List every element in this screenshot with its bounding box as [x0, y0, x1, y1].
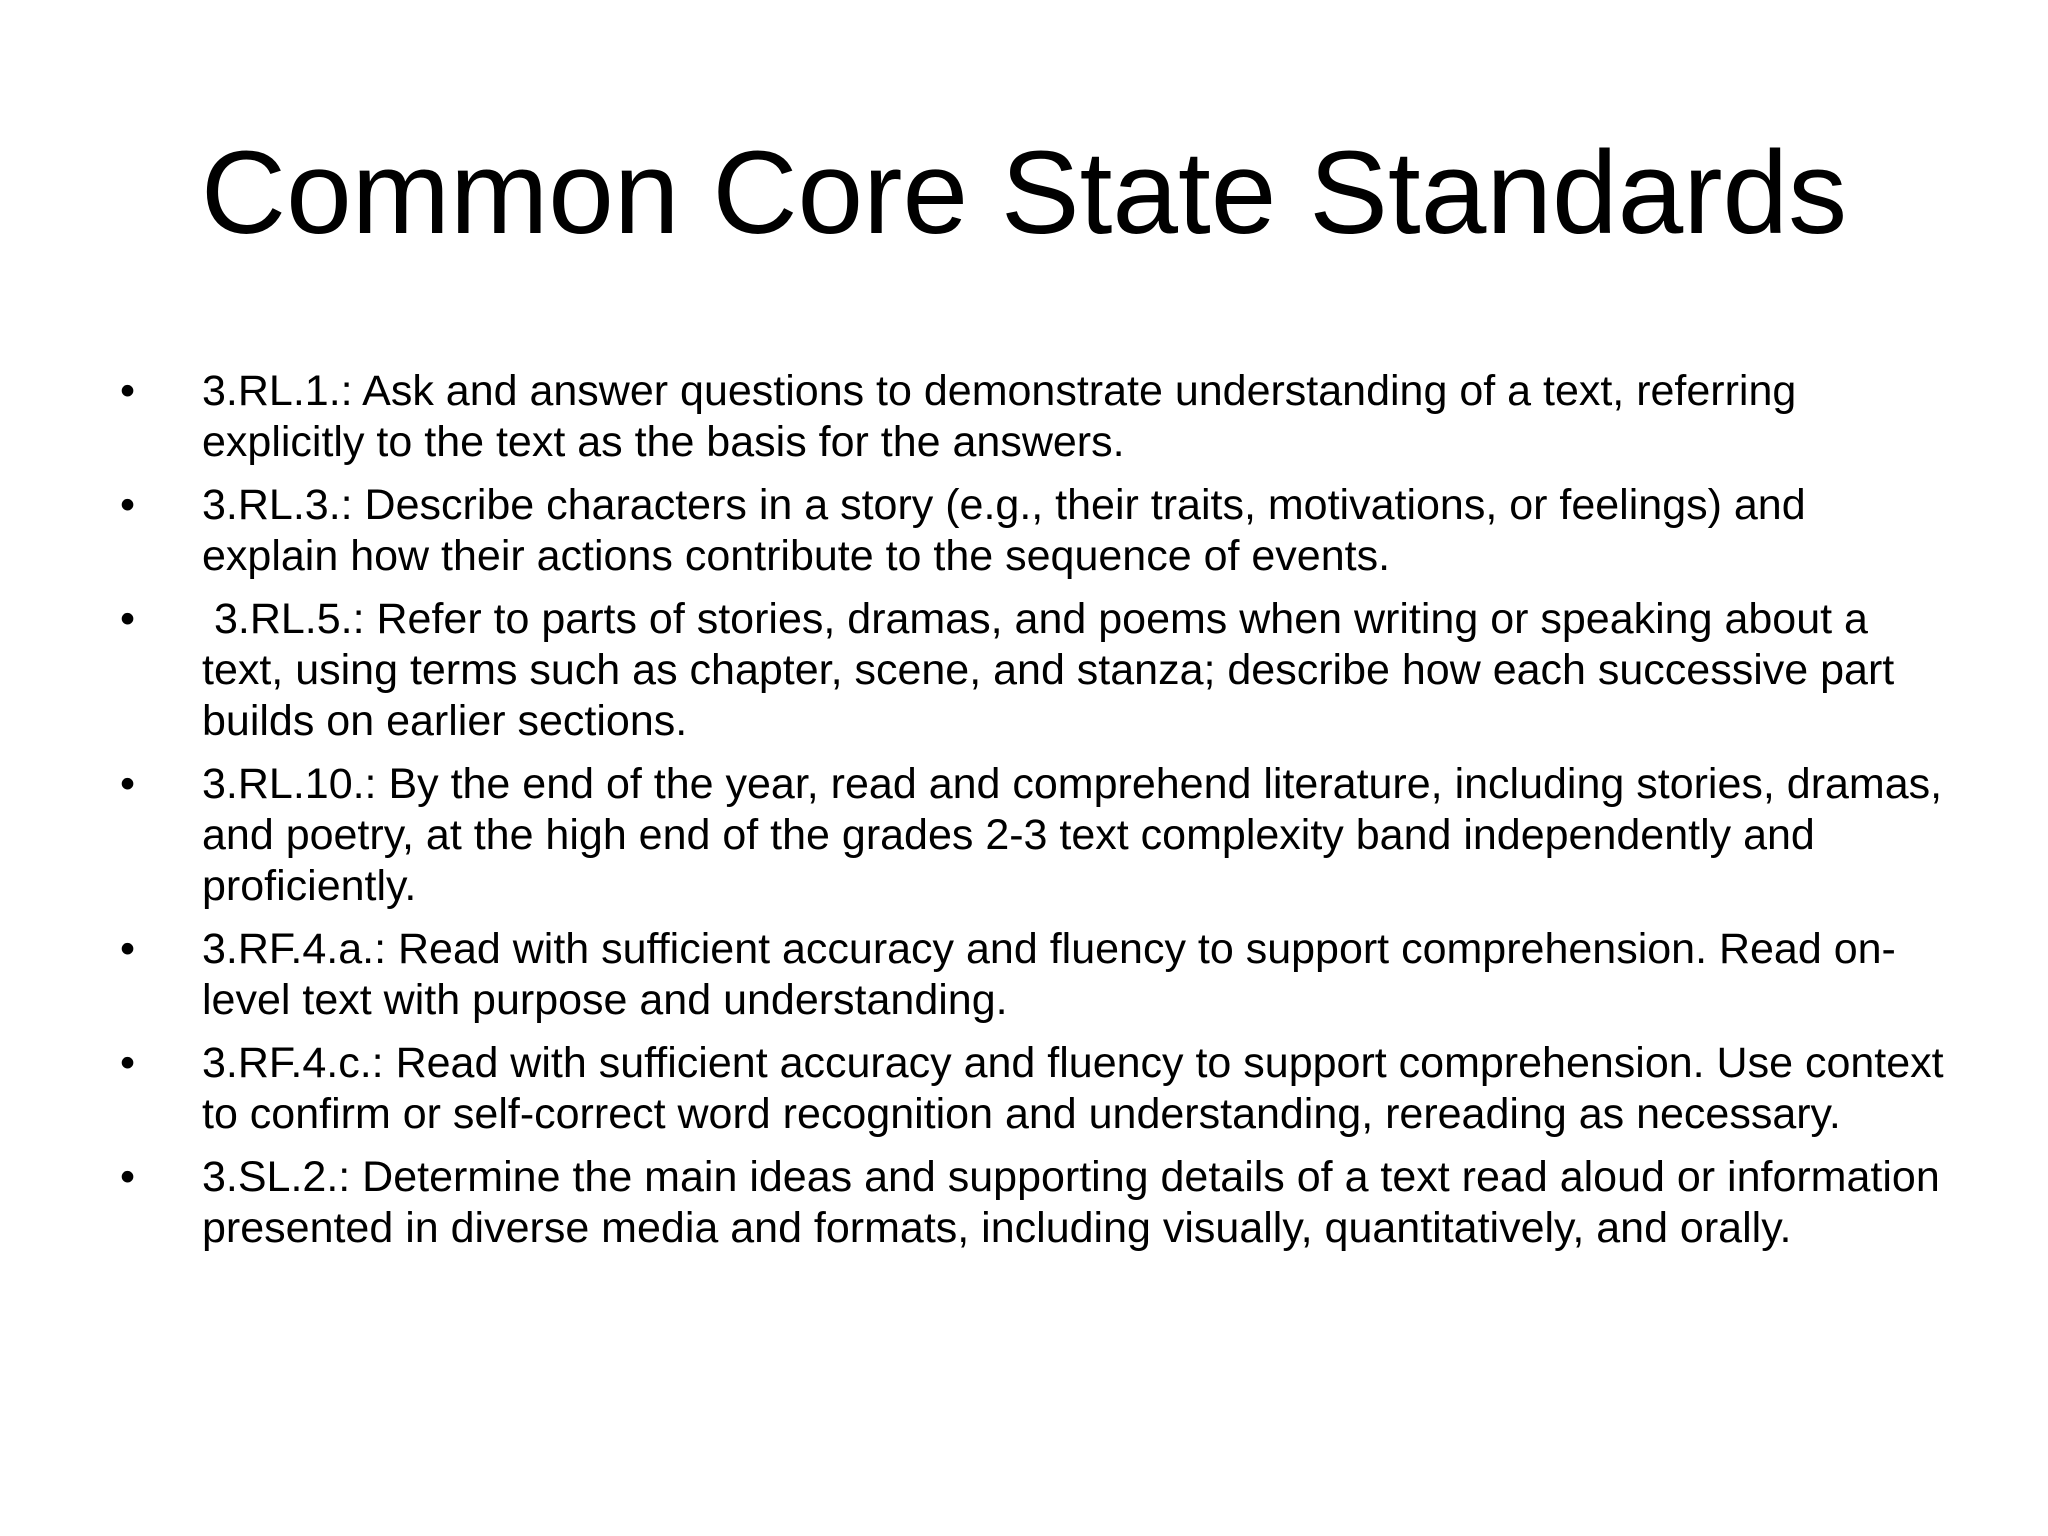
- bullet-icon: •: [120, 760, 136, 808]
- bullet-icon: •: [120, 925, 136, 973]
- bullet-icon: •: [120, 367, 136, 415]
- bullet-icon: •: [120, 1039, 136, 1087]
- standard-text: 3.RL.3.: Describe characters in a story (e.g., their traits, motivations, or feelings) and explain how their actions contribute to the sequence of events.: [202, 481, 1806, 580]
- standards-list: [120, 366, 1950, 1266]
- bullet-icon: •: [120, 481, 136, 529]
- bullet-icon: •: [120, 1153, 136, 1201]
- list-item: [120, 759, 1950, 912]
- list-item: [120, 594, 1950, 747]
- list-item: [120, 924, 1950, 1026]
- list-item: [120, 480, 1950, 582]
- bullet-icon: •: [120, 595, 136, 643]
- standard-text: 3.RF.4.c.: Read with sufficient accuracy and fluency to support comprehension. Use context to confirm or self-correct word recognition and understanding, rereading as necessary.: [202, 1039, 1944, 1138]
- standard-text: 3.RL.1.: Ask and answer questions to demonstrate understanding of a text, referring explicitly to the text as the basis for the answers.: [202, 367, 1797, 466]
- list-item: [120, 1152, 1950, 1254]
- standard-text: 3.RL.5.: Refer to parts of stories, dramas, and poems when writing or speaking about a text, using terms such as chapter, scene, and stanza; describe how each successive part builds on earlier sections.: [202, 595, 1907, 745]
- standard-text: 3.SL.2.: Determine the main ideas and supporting details of a text read aloud or information presented in diverse media and formats, including visually, quantitatively, and orally.: [202, 1153, 1940, 1252]
- standard-text: 3.RL.10.: By the end of the year, read and comprehend literature, including stories, dramas, and poetry, at the high end of the grades 2-3 text complexity band independently and proficiently.: [202, 760, 1943, 910]
- list-item: [120, 1038, 1950, 1140]
- slide-title: Common Core State Standards: [200, 127, 1848, 259]
- list-item: [120, 366, 1950, 468]
- standard-text: 3.RF.4.a.: Read with sufficient accuracy and fluency to support comprehension. Read on-level text with purpose and understanding.: [202, 925, 1896, 1024]
